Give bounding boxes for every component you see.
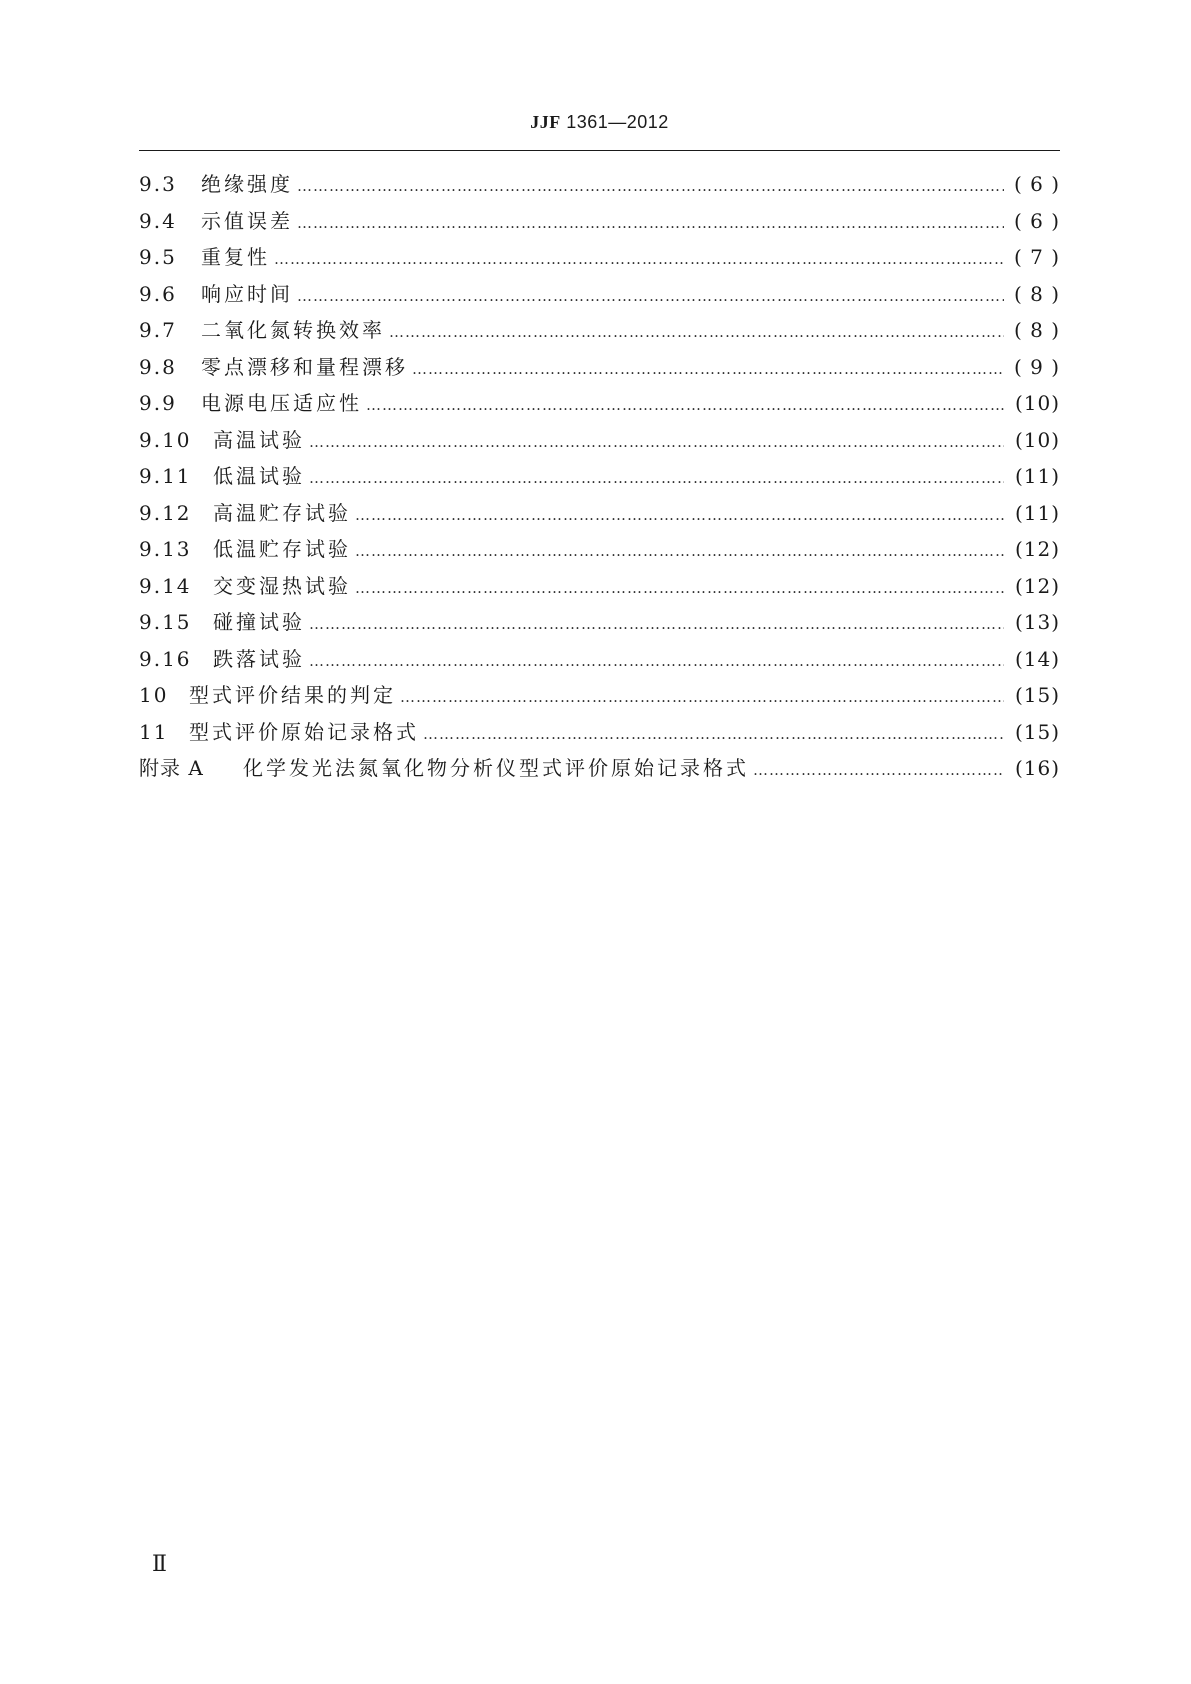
toc-entry[interactable] [139,606,1060,643]
toc-entry-number: 9.14 [139,573,192,598]
toc-entry-title: 重复性 [201,245,270,269]
page-number: Ⅱ [152,1552,167,1577]
toc-entry-title: 响应时间 [201,281,293,306]
toc-entry-number: 附录 A [139,756,204,780]
toc-entry-number: 11 [139,719,169,744]
toc-entry-number: 9.13 [139,537,192,561]
toc-entry-number: 9.8 [139,354,177,379]
toc-entry[interactable] [139,460,1060,497]
toc-entry-title: 型式评价结果的判定 [189,683,396,707]
toc-entry-title: 示值误差 [201,208,293,233]
toc-entry[interactable] [139,643,1060,680]
toc-entry-number: 9.15 [139,610,192,634]
toc-entry-page: ( 8 ) [1013,318,1060,342]
toc-leader-dots [274,250,1004,268]
toc-entry-page: (11) [1014,464,1060,488]
toc-entry-page: ( 7 ) [1013,245,1060,269]
toc-entry-number: 9.5 [139,245,177,269]
toc-entry-number: 9.11 [139,464,192,488]
toc-leader-dots [753,761,1004,779]
toc-entry[interactable] [139,424,1060,461]
toc-entry-page: (10) [1014,391,1060,415]
toc-entry-page: (11) [1014,500,1060,525]
toc-leader-dots [309,652,1004,670]
toc-leader-dots [297,287,1004,305]
toc-entry-title: 交变湿热试验 [213,573,351,598]
toc-entry-page: (10) [1014,427,1060,452]
toc-entry-page: (15) [1014,683,1060,707]
toc-entry-page: ( 8 ) [1013,281,1060,306]
toc-entry-page: (16) [1014,756,1060,780]
toc-entry-page: ( 6 ) [1013,172,1060,196]
toc-entry-page: ( 6 ) [1013,208,1060,233]
toc-entry[interactable] [139,168,1060,205]
toc-entry[interactable] [139,205,1060,242]
toc-entry[interactable] [139,241,1060,278]
toc-entry-page: (15) [1014,719,1060,744]
header-rule [139,150,1060,151]
toc-leader-dots [355,579,1004,597]
toc-entry-number: 9.3 [139,172,177,196]
toc-leader-dots [309,469,1004,487]
toc-entry-title: 零点漂移和量程漂移 [201,354,408,379]
toc-leader-dots [309,615,1004,633]
toc-entry-number: 9.10 [139,427,192,452]
toc-entry-number: 9.6 [139,281,177,306]
toc-entry[interactable] [139,351,1060,388]
toc-entry[interactable] [139,716,1060,753]
toc-entry-title: 低温贮存试验 [213,537,351,561]
toc-entry-title: 跌落试验 [213,646,305,671]
toc-entry[interactable] [139,314,1060,351]
toc-leader-dots [309,433,1004,451]
toc-leader-dots [297,214,1004,232]
toc-entry-number: 9.7 [139,318,177,342]
toc-entry-title: 碰撞试验 [213,610,305,634]
toc-entry-title: 高温贮存试验 [213,500,351,525]
toc-entry[interactable] [139,679,1060,716]
toc-leader-dots [297,177,1004,195]
toc-entry[interactable] [139,533,1060,570]
standard-number: 1361—2012 [566,112,669,132]
toc-entry[interactable] [139,570,1060,607]
toc-entry-number: 9.4 [139,208,177,233]
toc-leader-dots [366,396,1004,414]
toc-entry-title: 二氧化氮转换效率 [201,318,385,342]
standard-code: JJF [530,112,561,132]
toc-entry-page: (12) [1014,537,1060,561]
toc-entry-number: 9.16 [139,646,192,671]
toc-leader-dots [412,360,1004,378]
toc-entry-number: 9.12 [139,500,192,525]
table-of-contents [139,168,1060,789]
toc-entry-number: 9.9 [139,391,177,415]
toc-entry[interactable] [139,752,1060,789]
toc-entry-title: 绝缘强度 [201,172,293,196]
toc-entry[interactable] [139,497,1060,534]
toc-leader-dots [389,323,1004,341]
toc-entry-title: 化学发光法氮氧化物分析仪型式评价原始记录格式 [243,756,749,780]
toc-leader-dots [400,688,1004,706]
toc-leader-dots [355,542,1004,560]
toc-entry-page: (12) [1014,573,1060,598]
toc-entry-title: 型式评价原始记录格式 [189,719,419,744]
toc-entry-page: (13) [1014,610,1060,634]
toc-entry-title: 电源电压适应性 [201,391,362,415]
toc-entry-page: (14) [1014,646,1060,671]
toc-leader-dots [355,506,1004,524]
toc-leader-dots [423,725,1004,743]
toc-entry-page: ( 9 ) [1013,354,1060,379]
toc-entry[interactable] [139,278,1060,315]
toc-entry-title: 高温试验 [213,427,305,452]
toc-entry-title: 低温试验 [213,464,305,488]
toc-entry-number: 10 [139,683,169,707]
toc-entry[interactable] [139,387,1060,424]
page-header [139,112,1060,133]
